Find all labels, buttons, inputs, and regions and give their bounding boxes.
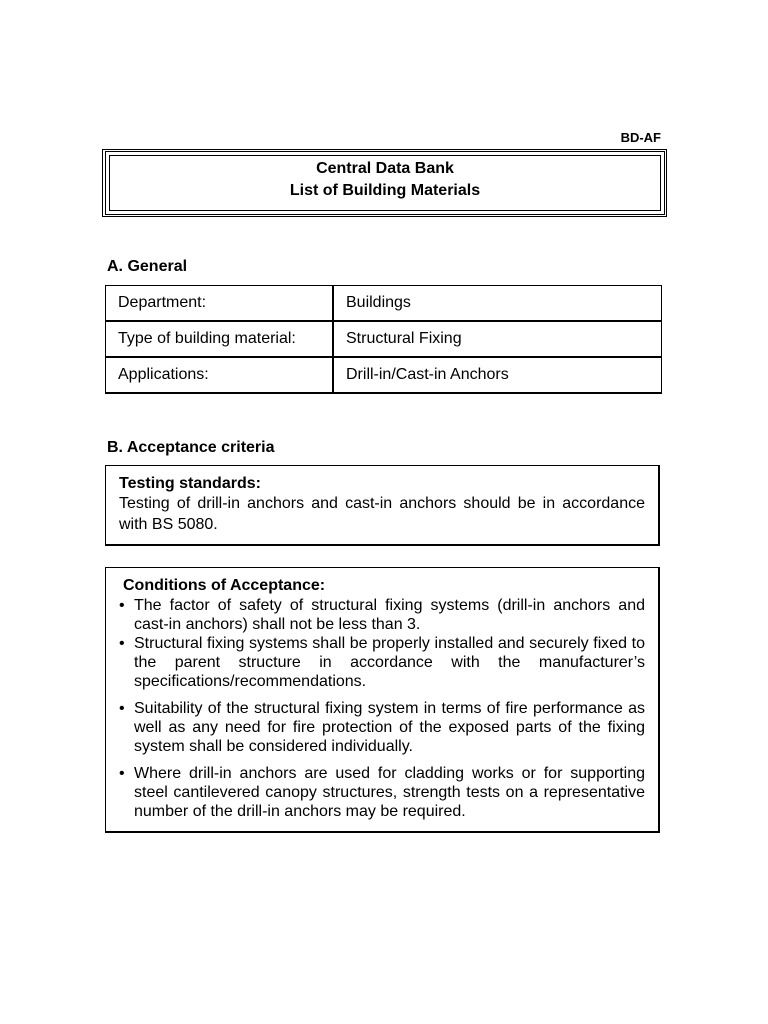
department-value: Buildings — [333, 286, 662, 322]
title-line-2: List of Building Materials — [289, 182, 481, 199]
conditions-heading: Conditions of Acceptance: — [123, 577, 326, 594]
condition-text: Suitability of the structural fixing system in terms of fire performance as well as any need for fire protection of the exposed parts of the fixing system shall be considered individually. — [134, 700, 645, 755]
conditions-list — [119, 596, 645, 821]
list-item — [119, 699, 645, 756]
document-code: BD-AF — [620, 130, 661, 145]
table-row — [106, 357, 662, 393]
bullet-icon: • — [119, 700, 125, 717]
bullet-icon: • — [119, 765, 125, 782]
title-box — [102, 149, 667, 217]
department-label: Department: — [106, 286, 334, 322]
general-info-table — [105, 285, 662, 394]
condition-text: Structural fixing systems shall be properly installed and securely fixed to the parent structure in accordance with the manufacturer’s specifications/recommendations. — [134, 635, 645, 690]
applications-label: Applications: — [106, 357, 334, 393]
list-item — [119, 596, 645, 634]
condition-text: Where drill-in anchors are used for cladding works or for supporting steel cantilevered canopy structures, strength tests on a representative number of the drill-in anchors may be required. — [134, 765, 645, 820]
conditions-of-acceptance-box — [105, 567, 660, 833]
condition-text: The factor of safety of structural fixing systems (drill-in anchors and cast-in anchors) shall not be less than 3. — [134, 597, 645, 633]
table-row — [106, 321, 662, 357]
bullet-icon: • — [119, 597, 125, 614]
material-type-value: Structural Fixing — [333, 321, 662, 357]
testing-standards-text: Testing of drill-in anchors and cast-in anchors should be in accordance with BS 5080. — [119, 495, 645, 533]
section-a-heading: A. General — [107, 258, 188, 275]
section-b-heading: B. Acceptance criteria — [107, 439, 275, 456]
table-row — [106, 286, 662, 322]
list-item — [119, 764, 645, 821]
list-item — [119, 634, 645, 691]
testing-standards-box — [105, 465, 660, 546]
applications-value: Drill-in/Cast-in Anchors — [333, 357, 662, 393]
testing-standards-heading: Testing standards: — [119, 475, 261, 492]
title-line-1: Central Data Bank — [316, 160, 454, 177]
material-type-label: Type of building material: — [106, 321, 334, 357]
bullet-icon: • — [119, 635, 125, 652]
